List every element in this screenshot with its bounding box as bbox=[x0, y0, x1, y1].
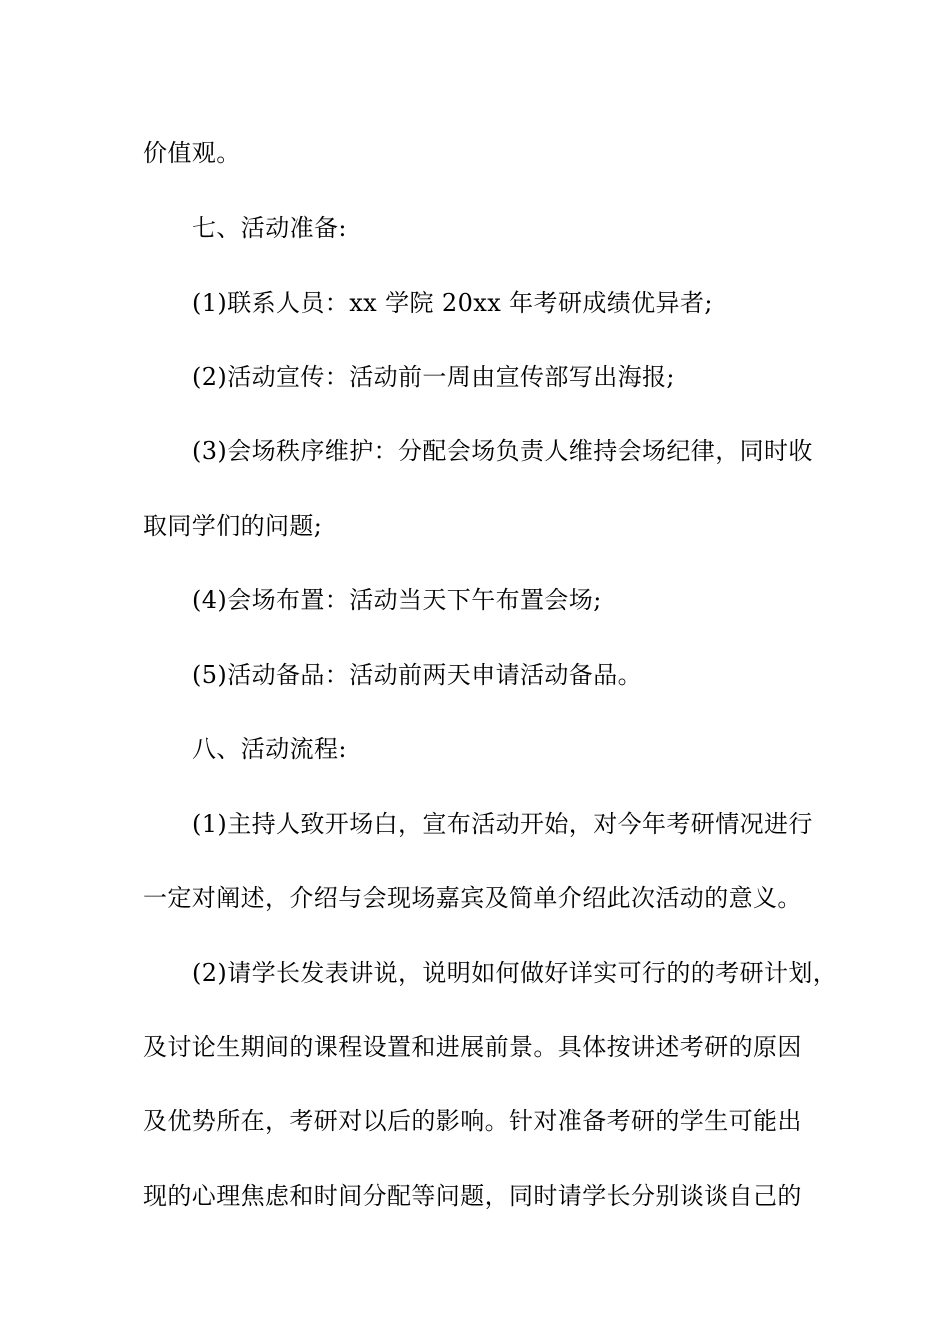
text-line-13: 及讨论生期间的课程设置和进展前景。具体按讲述考研的原因 bbox=[143, 1033, 802, 1061]
text-line-12: (2)请学长发表讲说，说明如何做好详实可行的的考研计划， bbox=[192, 959, 838, 987]
text-line-6: 取同学们的问题; bbox=[143, 512, 323, 540]
text-line-1: 价值观。 bbox=[143, 139, 241, 167]
section-heading-preparation: 七、活动准备: bbox=[192, 214, 347, 242]
text-line-10: (1)主持人致开场白，宣布活动开始，对今年考研情况进行 bbox=[192, 810, 813, 838]
text-line-8: (5)活动备品：活动前两天申请活动备品。 bbox=[192, 661, 642, 689]
text-line-11: 一定对阐述，介绍与会现场嘉宾及简单介绍此次活动的意义。 bbox=[143, 884, 802, 912]
text-line-4: (2)活动宣传：活动前一周由宣传部写出海报; bbox=[192, 363, 675, 391]
text-line-14: 及优势所在，考研对以后的影响。针对准备考研的学生可能出 bbox=[143, 1107, 802, 1135]
text-line-5: (3)会场秩序维护：分配会场负责人维持会场纪律，同时收 bbox=[192, 437, 813, 465]
section-heading-process: 八、活动流程: bbox=[192, 735, 347, 763]
text-line-7: (4)会场布置：活动当天下午布置会场; bbox=[192, 586, 602, 614]
text-line-15: 现的心理焦虑和时间分配等问题，同时请学长分别谈谈自己的 bbox=[143, 1182, 802, 1210]
text-line-3: (1)联系人员：xx 学院 20xx 年考研成绩优异者; bbox=[192, 289, 713, 317]
